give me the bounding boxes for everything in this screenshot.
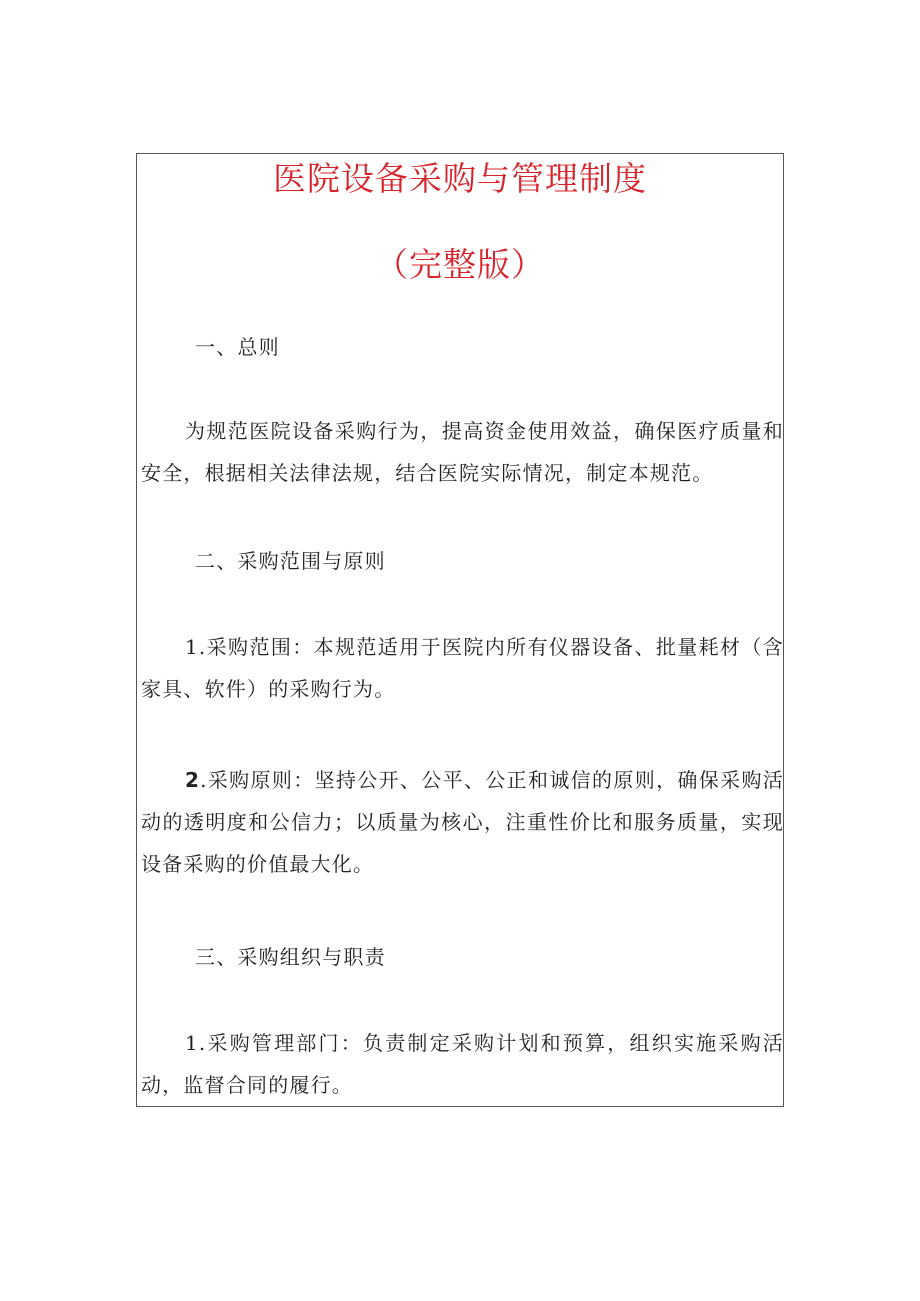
document-frame [136, 153, 784, 1107]
section-heading-general: 一、总则 [195, 335, 280, 359]
section-heading-scope: 二、采购范围与原则 [195, 549, 386, 573]
document-subtitle: （完整版） [375, 245, 545, 284]
section-heading-organization: 三、采购组织与职责 [195, 945, 386, 969]
paragraph-number: 2 [185, 768, 201, 792]
paragraph-principles-text: .采购原则：坚持公开、公平、公正和诚信的原则，确保采购活动的透明度和公信力；以质量为核心，注重性价比和服务质量，实现设备采购的价值最大化。 [141, 768, 784, 876]
paragraph-principles [141, 759, 784, 885]
paragraph-scope: 1.采购范围：本规范适用于医院内所有仪器设备、批量耗材（含家具、软件）的采购行为。 [141, 635, 784, 701]
paragraph-organization: 1.采购管理部门：负责制定采购计划和预算，组织实施采购活动，监督合同的履行。 [141, 1031, 784, 1097]
paragraph-general: 为规范医院设备采购行为，提高资金使用效益，确保医疗质量和安全，根据相关法律法规，结合医院实际情况，制定本规范。 [141, 419, 784, 485]
document-title: 医院设备采购与管理制度 [273, 159, 647, 198]
